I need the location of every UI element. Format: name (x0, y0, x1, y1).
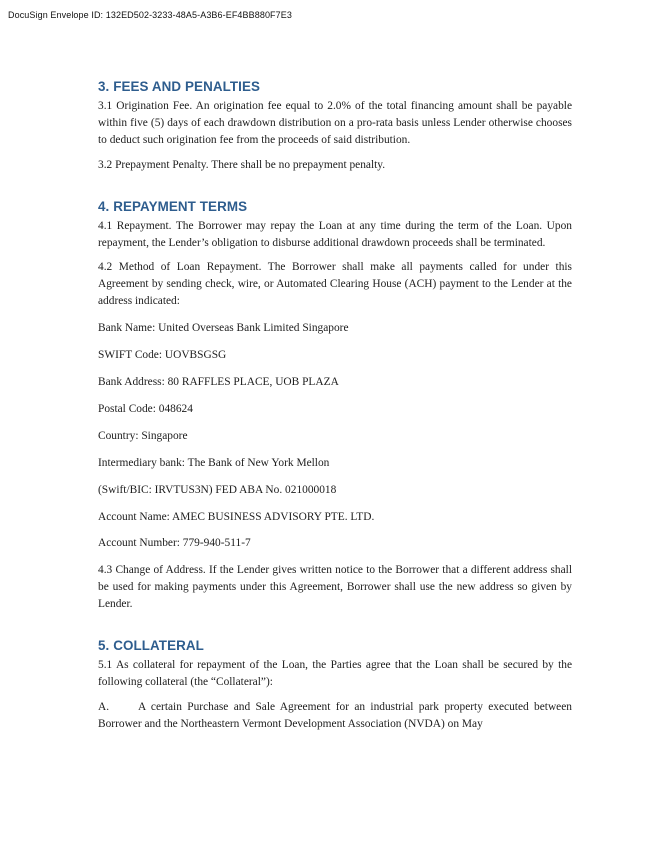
section-4-heading: 4. REPAYMENT TERMS (98, 198, 248, 214)
account-number-line: Account Number: 779-940-511-7 (98, 537, 251, 550)
collateral-item-a-text: A certain Purchase and Sale Agreement for an industrial park property executed between Borrower and the Northeastern Vermont Development Association (NVDA) on May (98, 700, 572, 730)
section-4-2-paragraph: 4.2 Method of Loan Repayment. The Borrower shall make all payments called for under this Agreement by sending check, wire, or Automated Clearing House (ACH) payment to the Lender at the address indicated: (98, 261, 572, 308)
bank-name-line: Bank Name: United Overseas Bank Limited Singapore (98, 322, 349, 335)
bank-address-line: Bank Address: 80 RAFFLES PLACE, UOB PLAZA (98, 375, 339, 388)
country-line: Country: Singapore (98, 429, 188, 442)
swift-bic-aba-line: (Swift/BIC: IRVTUS3N) FED ABA No. 021000018 (98, 483, 337, 496)
section-3-2-paragraph: 3.2 Prepayment Penalty. There shall be no prepayment penalty. (98, 158, 386, 171)
document-page (98, 79, 572, 733)
section-3-heading: 3. FEES AND PENALTIES (98, 79, 261, 94)
section-3-1-paragraph: 3.1 Origination Fee. An origination fee equal to 2.0% of the total financing amount shall be payable within five (5) days of each drawdown distribution on a pro-rata basis unless Lender otherwise chooses to deduct such origination fee from the proceeds of said distribution. (98, 100, 572, 146)
swift-code-line: SWIFT Code: UOVBSGSG (98, 349, 227, 362)
account-name-line: Account Name: AMEC BUSINESS ADVISORY PTE. LTD. (98, 510, 375, 523)
collateral-item-a-label: A. (98, 700, 110, 713)
intermediary-bank-line: Intermediary bank: The Bank of New York Mellon (98, 456, 330, 469)
section-5-heading: 5. COLLATERAL (98, 638, 204, 654)
section-5-1-paragraph: 5.1 As collateral for repayment of the Loan, the Parties agree that the Loan shall be secured by the following collateral (the “Collateral”): (98, 659, 572, 688)
section-4-3-paragraph: 4.3 Change of Address. If the Lender gives written notice to the Borrower that a different address shall be used for making payments under this Agreement, Borrower shall use the new address so given by Lender. (98, 564, 572, 611)
section-4-1-paragraph: 4.1 Repayment. The Borrower may repay the Loan at any time during the term of the Loan. Upon repayment, the Lender’s obligation to disburse additional drawdown proceeds shall be terminated. (98, 219, 572, 249)
envelope-id: DocuSign Envelope ID: 132ED502-3233-48A5-A3B6-EF4BB880F7E3 (8, 10, 292, 20)
postal-code-line: Postal Code: 048624 (98, 402, 193, 415)
bank-details (98, 320, 572, 552)
collateral-item-a (98, 699, 572, 733)
